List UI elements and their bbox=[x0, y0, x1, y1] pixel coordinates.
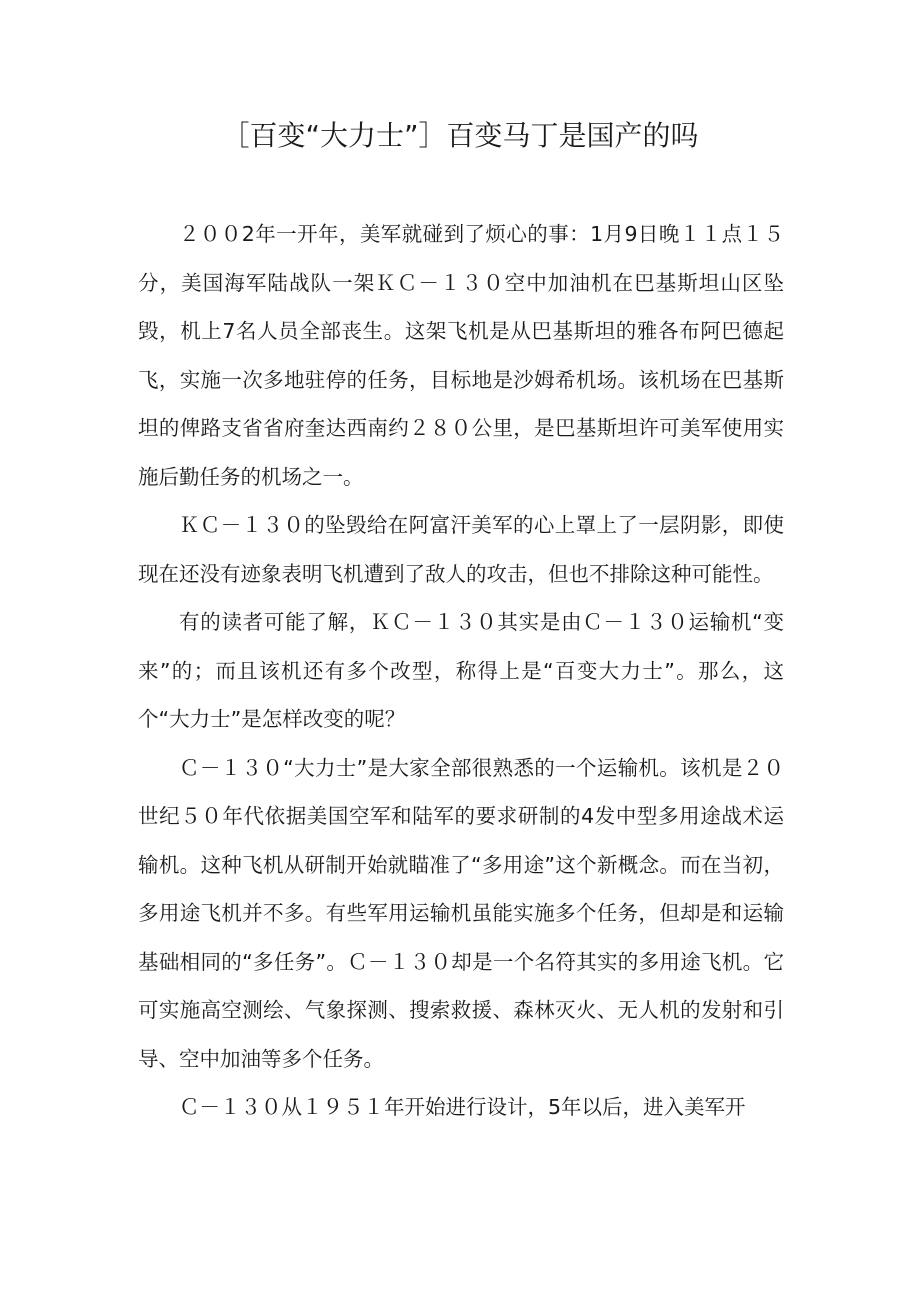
paragraph-5: Ｃ－１３０从１９５１年开始进行设计，5年以后，进入美军开 bbox=[179, 1095, 746, 1119]
paragraph-2: ＫＣ－１３０的坠毁给在阿富汗美军的心上罩上了一层阴影，即使现在还没有迹象表明飞机遭到了敌人的攻击，但也不排除这种可能性。 bbox=[138, 513, 784, 586]
paragraph-1: ２００2年一开年，美军就碰到了烦心的事：1月9日晚１１点１５分，美国海军陆战队一架ＫＣ－１３０空中加油机在巴基斯坦山区坠毁，机上7名人员全部丧生。这架飞机是从巴基斯坦的雅各布阿巴德起飞，实施一次多地驻停的任务，目标地是沙姆希机场。该机场在巴基斯坦的俾路支省省府奎达西南约２８０公里，是巴基斯坦许可美军使用实施后勤任务的机场之一。 bbox=[138, 222, 784, 489]
document-title: ［百变“大力士”］百变马丁是国产的吗 bbox=[221, 119, 699, 152]
paragraph-3: 有的读者可能了解，ＫＣ－１３０其实是由Ｃ－１３０运输机“变来”的；而且该机还有多个改型，称得上是“百变大力士”。那么，这个“大力士”是怎样改变的呢？ bbox=[138, 610, 784, 731]
paragraph-4: Ｃ－１３０“大力士”是大家全部很熟悉的一个运输机。该机是２０世纪５０年代依据美国空军和陆军的要求研制的4发中型多用途战术运输机。这种飞机从研制开始就瞄准了“多用途”这个新概念。而在当初，多用途飞机并不多。有些军用运输机虽能实施多个任务，但却是和运输基础相同的“多任务”。Ｃ－１３０却是一个名符其实的多用途飞机。它可实施高空测绘、气象探测、搜索救援、森林灭火、无人机的发射和引导、空中加油等多个任务。 bbox=[138, 755, 784, 1071]
document-body bbox=[138, 210, 784, 1132]
